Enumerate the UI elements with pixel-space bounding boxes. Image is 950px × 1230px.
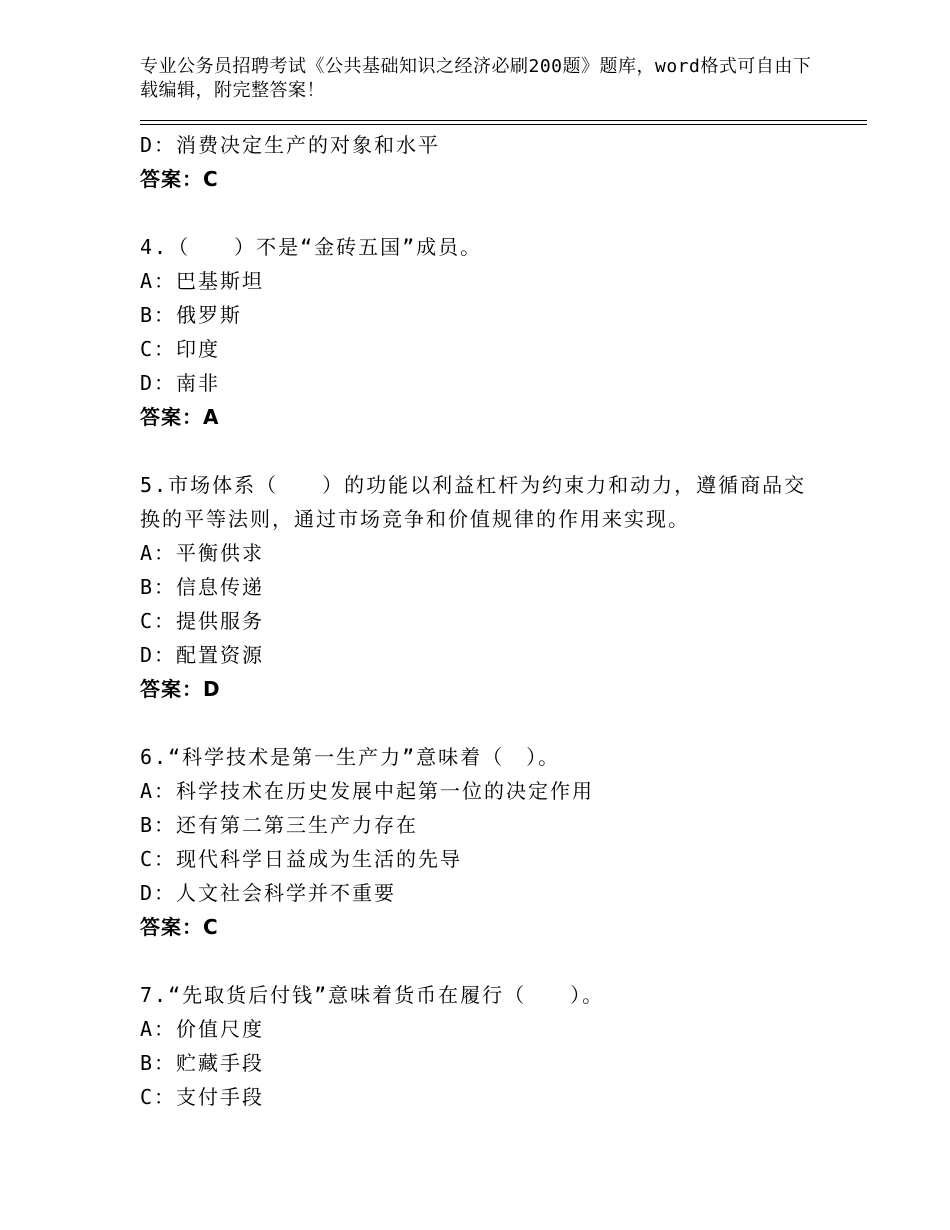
answer-line	[140, 910, 820, 944]
option-a: A：价值尺度	[140, 1017, 265, 1041]
answer-line	[140, 162, 820, 196]
header-rule-top	[140, 120, 867, 121]
answer-label: 答案：	[140, 167, 203, 191]
header-rule-bottom	[140, 124, 867, 125]
option-c: C：提供服务	[140, 609, 265, 633]
question-stem: 5.市场体系（ ）的功能以利益杠杆为约束力和动力，遵循商品交换的平等法则，通过市场竞争和价值规律的作用来实现。	[140, 473, 807, 531]
answer-value: A	[203, 405, 220, 429]
spacer	[140, 434, 820, 468]
option-a: A：平衡供求	[140, 541, 265, 565]
option-d: D：配置资源	[140, 643, 265, 667]
option-b: B：俄罗斯	[140, 303, 243, 327]
option-a: A：巴基斯坦	[140, 269, 265, 293]
option-b: B：信息传递	[140, 575, 265, 599]
option-b: B：贮藏手段	[140, 1051, 265, 1075]
document-header: 专业公务员招聘考试《公共基础知识之经济必刷200题》题库，word格式可自由下载编辑，附完整答案！	[140, 56, 812, 101]
question-stem: 7.“先取货后付钱”意味着货币在履行（ ）。	[140, 983, 605, 1007]
question-list	[140, 128, 820, 1114]
answer-label: 答案：	[140, 405, 203, 429]
spacer	[140, 706, 820, 740]
spacer	[140, 196, 820, 230]
option-b: B：还有第二第三生产力存在	[140, 813, 419, 837]
option-d: D：南非	[140, 371, 221, 395]
option-a: A：科学技术在历史发展中起第一位的决定作用	[140, 779, 595, 803]
answer-label: 答案：	[140, 677, 203, 701]
option-d: D：人文社会科学并不重要	[140, 881, 397, 905]
answer-label: 答案：	[140, 915, 203, 939]
answer-line	[140, 672, 820, 706]
option-c: C：支付手段	[140, 1085, 265, 1109]
answer-value: C	[203, 167, 219, 191]
answer-value: D	[203, 677, 221, 701]
option-d: D：消费决定生产的对象和水平	[140, 133, 441, 157]
spacer	[140, 944, 820, 978]
answer-value: C	[203, 915, 219, 939]
question-stem: 4.（ ）不是“金砖五国”成员。	[140, 235, 483, 259]
question-stem: 6.“科学技术是第一生产力”意味着（ ）。	[140, 745, 561, 769]
option-c: C：现代科学日益成为生活的先导	[140, 847, 463, 871]
answer-line	[140, 400, 820, 434]
option-c: C：印度	[140, 337, 221, 361]
